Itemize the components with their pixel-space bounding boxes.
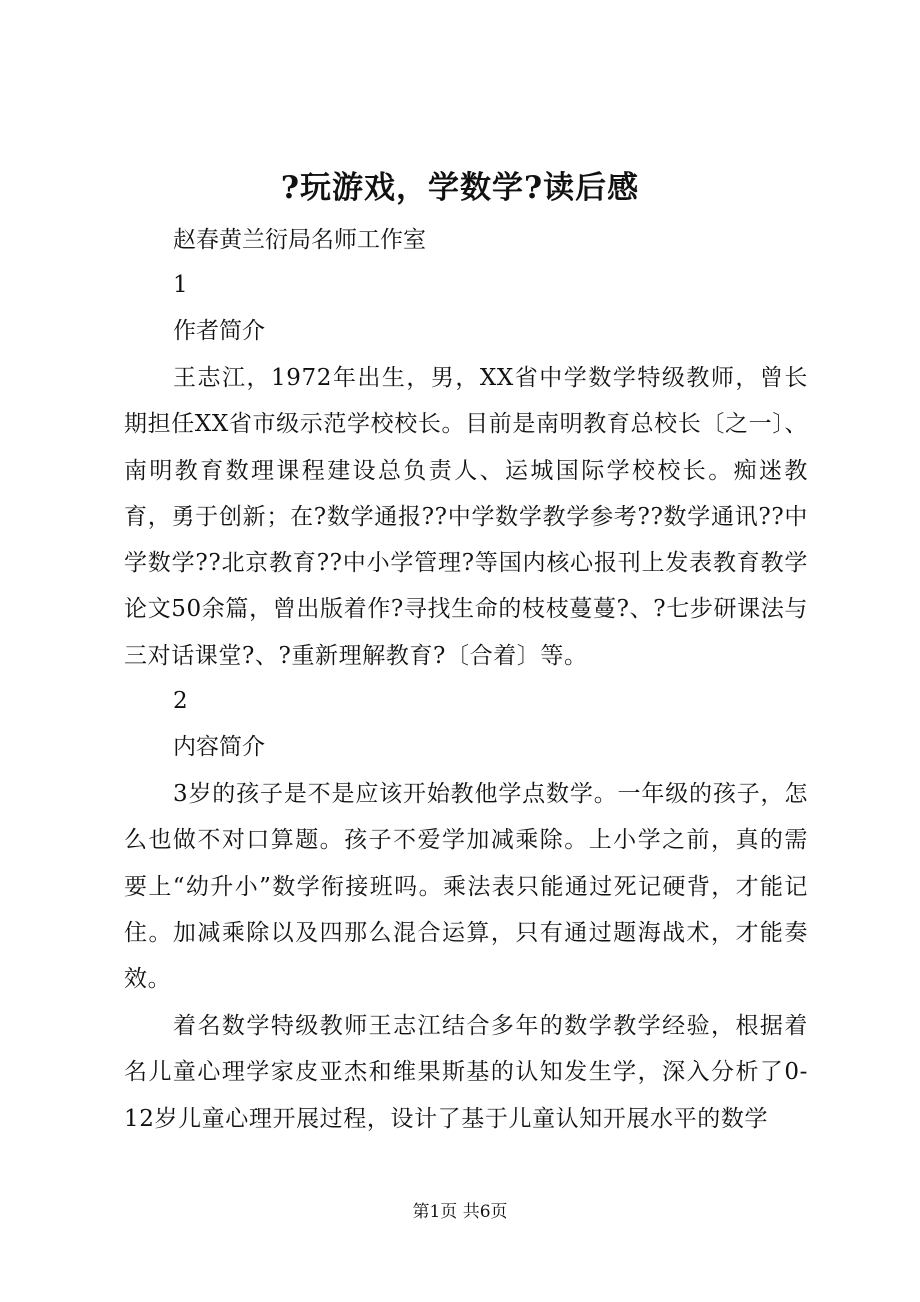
content-intro-paragraph-2: 着名数学特级教师王志江结合多年的数学教学经验，根据着名儿童心理学家皮亚杰和维果斯基的认知发生学，深入分析了0-12岁儿童心理开展过程，设计了基于儿童认知开展水平的数学 [124, 1013, 808, 1132]
section-heading-content-intro: 内容简介 [173, 734, 265, 760]
page-indicator: 第1页 共6页 [412, 1202, 508, 1222]
section-number-2: 2 [173, 688, 188, 714]
section-heading-author-intro: 作者简介 [173, 318, 265, 344]
author-intro-paragraph: 王志江，1972年出生，男，XX省中学数学特级教师，曾长期担任XX省市级示范学校校长。目前是南明教育总校长〔之一〕、南明教育数理课程建设总负责人、运城国际学校校长。痴迷教育，勇于创新；在?数学通报??中学数学教学参考??数学通讯??中学数学??北京教育??中小学管理?等国内核心报刊上发表教育教学论文50余篇，曾出版着作?寻找生命的枝枝蔓蔓?、?七步研课法与三对话课堂?、?重新理解教育?〔合着〕等。 [124, 365, 809, 669]
author-line: 赵春黄兰衍局名师工作室 [173, 227, 426, 253]
content-intro-paragraph-1: 3岁的孩子是不是应该开始教他学点数学。一年级的孩子，怎么也做不对口算题。孩子不爱学加减乘除。上小学之前，真的需要上“幼升小”数学衔接班吗。乘法表只能通过死记硬背，才能记住。加减乘除以及四那么混合运算，只有通过题海战术，才能奏效。 [124, 781, 808, 993]
document-title: ?玩游戏，学数学?读后感 [280, 170, 640, 206]
section-number-1: 1 [173, 272, 188, 298]
